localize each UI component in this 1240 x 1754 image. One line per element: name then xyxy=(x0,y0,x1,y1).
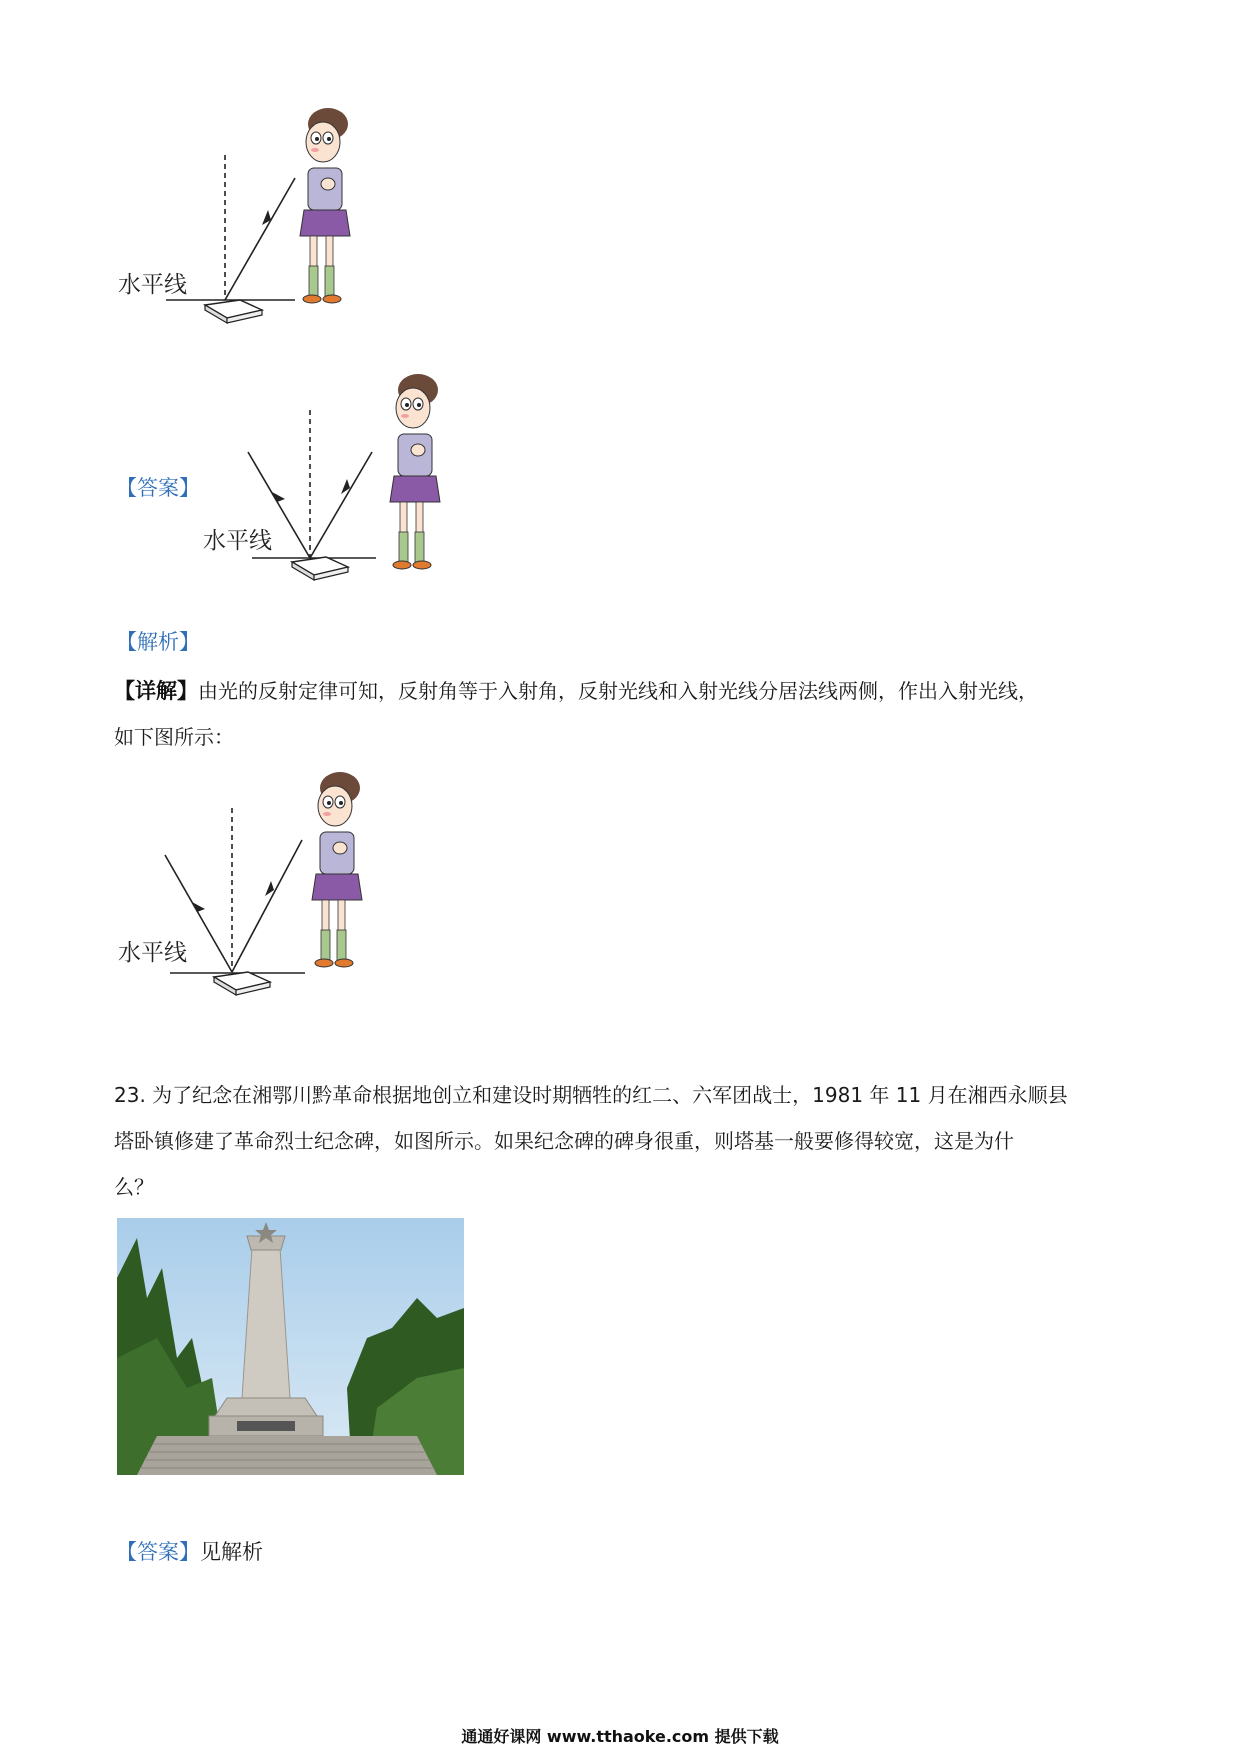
detail-tag: 【详解】 xyxy=(114,679,198,703)
horizontal-line-label: 水平线 xyxy=(203,528,272,554)
reflected-ray xyxy=(225,178,295,300)
reflected-ray xyxy=(310,452,372,558)
detail-paragraph xyxy=(114,668,1134,760)
girl-face xyxy=(306,122,340,162)
girl-skirt xyxy=(312,874,362,900)
answer-23-tag: 【答案】 xyxy=(116,1540,200,1564)
girl-skirt xyxy=(300,210,350,236)
analysis-tag: 【解析】 xyxy=(116,630,200,654)
detail-text: 由光的反射定律可知，反射角等于入射角，反射光线和入射光线分居法线两侧，作出入射光线， xyxy=(198,679,1038,703)
horizontal-line-label: 水平线 xyxy=(118,272,187,298)
question-23-line-3: 么？ xyxy=(114,1175,154,1199)
girl-skirt xyxy=(390,476,440,502)
answer-23 xyxy=(116,1536,263,1566)
question-23 xyxy=(114,1072,1134,1210)
reflected-ray xyxy=(232,840,302,972)
footer-text: 通通好课网 www.tthaoke.com 提供下载 xyxy=(461,1727,779,1746)
girl-figure xyxy=(378,372,468,612)
detail-line-1 xyxy=(114,668,1134,714)
girl-figure xyxy=(288,106,378,346)
monument-photo xyxy=(117,1218,464,1475)
detail-line-2: 如下图所示： xyxy=(114,725,234,749)
answer-23-text: 见解析 xyxy=(200,1540,263,1564)
girl-face xyxy=(318,786,352,826)
answer-tag: 【答案】 xyxy=(116,476,200,500)
question-23-line-1: 23. 为了纪念在湘鄂川黔革命根据地创立和建设时期牺牲的红二、六军团战士，1981 年 11 月在湘西永顺县 xyxy=(114,1083,1068,1107)
girl-face xyxy=(396,388,430,428)
girl-figure xyxy=(300,770,390,1010)
horizontal-line-label: 水平线 xyxy=(118,940,187,966)
question-23-line-2: 塔卧镇修建了革命烈士纪念碑，如图所示。如果纪念碑的碑身很重，则塔基一般要修得较宽，这是为什 xyxy=(114,1129,1014,1153)
